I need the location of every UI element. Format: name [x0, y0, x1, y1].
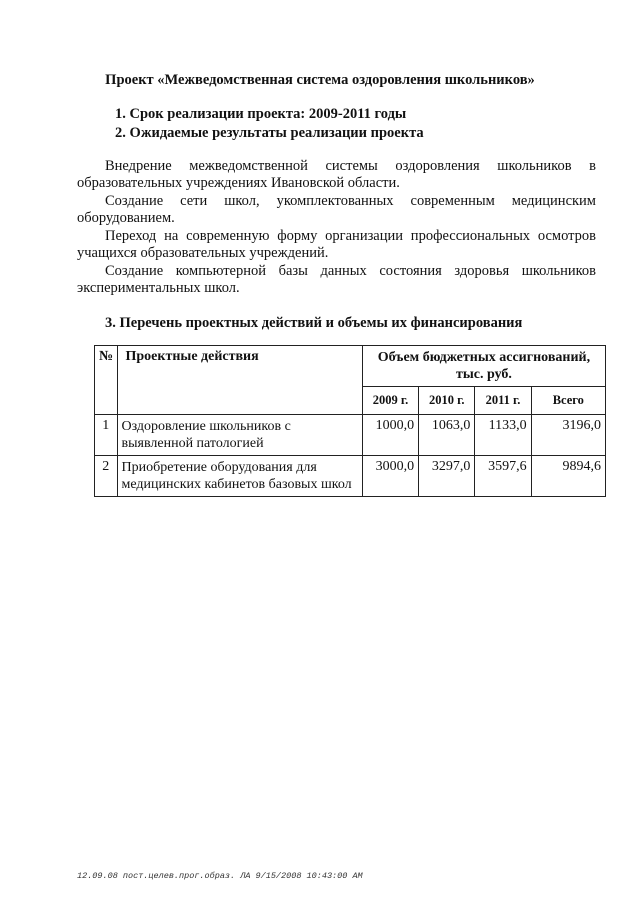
paragraph-line: Переход на современную форму организации профессиональных осмотров — [105, 228, 596, 244]
header-action-blank — [117, 387, 362, 415]
section-heading-timeline: 1. Срок реализации проекта: 2009-2011 годы — [115, 106, 407, 122]
result-paragraph — [77, 228, 596, 262]
row-value-2010: 1063,0 — [419, 415, 475, 456]
row-value-2009: 3000,0 — [362, 456, 418, 497]
paragraph-line: Внедрение межведомственной системы оздоровления школьников в — [105, 158, 596, 174]
row-action: Приобретение оборудования для медицинских кабинетов базовых школ — [117, 456, 362, 497]
header-year-2011: 2011 г. — [475, 387, 531, 415]
row-num: 1 — [95, 415, 118, 456]
header-num: № — [95, 346, 118, 387]
result-paragraph — [77, 263, 596, 297]
row-value-total: 9894,6 — [531, 456, 605, 497]
row-value-2011: 3597,6 — [475, 456, 531, 497]
paragraph-line: экспериментальных школ. — [77, 280, 240, 296]
header-num-blank — [95, 387, 118, 415]
table-header-row — [95, 346, 606, 387]
paragraph-line: оборудованием. — [77, 210, 175, 226]
result-paragraph — [77, 158, 596, 192]
row-num: 2 — [95, 456, 118, 497]
section-heading-results: 2. Ожидаемые результаты реализации проекта — [115, 125, 424, 141]
section-heading-actions: 3. Перечень проектных действий и объемы их финансирования — [105, 315, 523, 331]
paragraph-line: учащихся образовательных учреждений. — [77, 245, 329, 261]
row-value-2010: 3297,0 — [419, 456, 475, 497]
header-action: Проектные действия — [117, 346, 362, 387]
result-paragraph — [77, 193, 596, 227]
paragraph-line: образовательных учреждениях Ивановской области. — [77, 175, 400, 191]
document-footer: 12.09.08 пост.целев.прог.образ. ЛА 9/15/2008 10:43:00 AM — [77, 871, 363, 881]
header-total: Всего — [531, 387, 605, 415]
row-value-2011: 1133,0 — [475, 415, 531, 456]
header-year-2009: 2009 г. — [362, 387, 418, 415]
row-action: Оздоровление школьников с выявленной патологией — [117, 415, 362, 456]
row-value-2009: 1000,0 — [362, 415, 418, 456]
row-value-total: 3196,0 — [531, 415, 605, 456]
header-year-2010: 2010 г. — [419, 387, 475, 415]
financing-table — [94, 345, 606, 497]
table-row — [95, 456, 606, 497]
document-title: Проект «Межведомственная система оздоровления школьников» — [105, 72, 535, 88]
paragraph-line: Создание компьютерной базы данных состояния здоровья школьников — [105, 263, 596, 279]
table-row — [95, 415, 606, 456]
header-budget: Объем бюджетных ассигнований, тыс. руб. — [362, 346, 605, 387]
paragraph-line: Создание сети школ, укомплектованных современным медицинским — [105, 193, 596, 209]
table-subheader-row — [95, 387, 606, 415]
